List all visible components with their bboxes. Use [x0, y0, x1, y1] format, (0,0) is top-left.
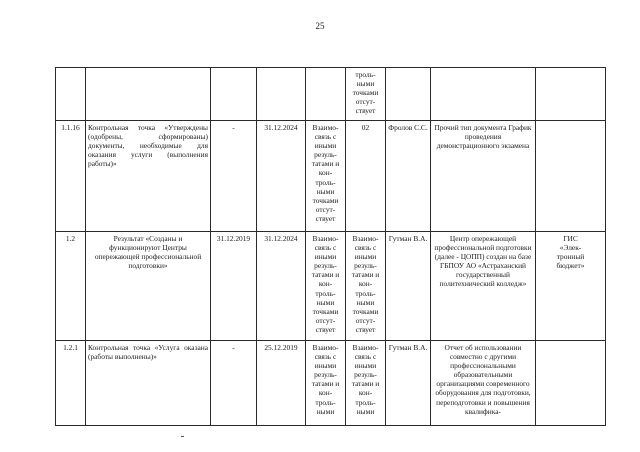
row-info-system: ГИС «Элек- тронный бюджет»: [536, 232, 606, 341]
row-result-document: Прочий тип документа График проведения демонстрационного экзамена: [431, 121, 536, 232]
table-row: [56, 68, 606, 121]
row-relation-b: Взаимо- связь с иными резуль- татами и кон- троль- ными: [346, 341, 386, 426]
table-row: [56, 121, 606, 232]
row-relation-a: Взаимо- связь с иными резуль- татами и кон- троль- ными: [306, 341, 346, 426]
cell-relation-continued: троль- ными точками отсут- ствует: [346, 68, 386, 121]
row-end-date: 31.12.2024: [257, 121, 306, 232]
row-info-system: [536, 121, 606, 232]
row-info-system: [536, 341, 606, 426]
row-name: Контрольная точка «Утверждены (одобрены, сформированы) документы, необходимые для оказания услуги (выполнения работы)»: [86, 121, 211, 232]
scan-speck: [181, 436, 184, 437]
row-end-date: 31.12.2024: [257, 232, 306, 341]
row-start-date: -: [211, 121, 257, 232]
row-start-date: -: [211, 341, 257, 426]
cell-responsible: [386, 68, 431, 121]
cell-name: [86, 68, 211, 121]
row-result-document: Центр опережающей профессиональной подготовки (далее - ЦОПП) создан на базе ГБПОУ АО «Астраханский государственный политехнический колледж»: [431, 232, 536, 341]
row-name: Результат «Созданы и функционируют Центры опережающей профессиональной подготовки»: [86, 232, 211, 341]
cell-info-system: [536, 68, 606, 121]
cell-result-doc: [431, 68, 536, 121]
cell-relation: [306, 68, 346, 121]
row-number: 1.1.16: [56, 121, 86, 232]
table-row: [56, 341, 606, 426]
project-plan-table: [55, 67, 606, 426]
row-responsible: Гутман В.А.: [386, 232, 431, 341]
cell-num: [56, 68, 86, 121]
row-end-date: 25.12.2019: [257, 341, 306, 426]
row-responsible: Гутман В.А.: [386, 341, 431, 426]
row-number: 1.2: [56, 232, 86, 341]
row-responsible: Фролов С.С.: [386, 121, 431, 232]
row-relation-a: Взаимо- связь с иными резуль- татами и кон- троль- ными точками отсут- ствует: [306, 121, 346, 232]
row-relation-a: Взаимо- связь с иными резуль- татами и кон- троль- ными точками отсут- ствует: [306, 232, 346, 341]
table-row: [56, 232, 606, 341]
cell-start: [211, 68, 257, 121]
cell-end: [257, 68, 306, 121]
page-number: 25: [315, 21, 325, 31]
row-number: 1.2.1: [56, 341, 86, 426]
row-name: Контрольная точка «Услуга оказана (работы выполнены)»: [86, 341, 211, 426]
row-result-document: Отчет об использовании совместно с другими профессиональными образовательными организациями современного оборудования для подготовки, переподготовки и повышения квалифика-: [431, 341, 536, 426]
row-relation-b: Взаимо- связь с иными резуль- татами и кон- троль- ными точками отсут- ствует: [346, 232, 386, 341]
row-relation-b: 02: [346, 121, 386, 232]
row-start-date: 31.12.2019: [211, 232, 257, 341]
